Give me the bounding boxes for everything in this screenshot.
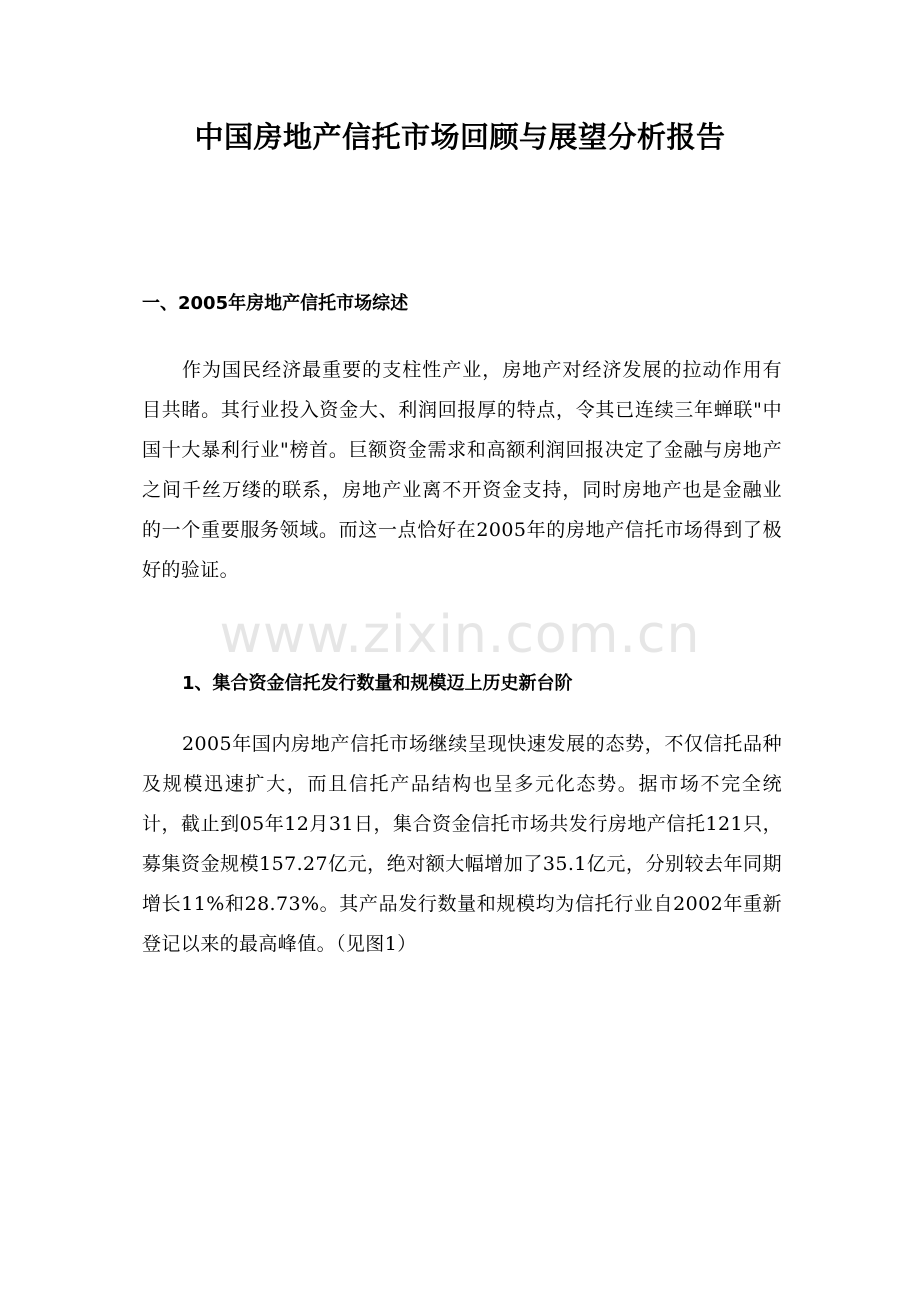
section-paragraph: 作为国民经济最重要的支柱性产业，房地产对经济发展的拉动作用有目共睹。其行业投入资金大、利润回报厚的特点，令其已连续三年蝉联"中国十大暴利行业"榜首。巨额资金需求和高额利润回报决定了金融与房地产之间千丝万缕的联系，房地产业离不开资金支持，同时房地产也是金融业的一个重要服务领域。而这一点恰好在2005年的房地产信托市场得到了极好的验证。 [142, 359, 782, 581]
subsection-paragraph: 2005年国内房地产信托市场继续呈现快速发展的态势，不仅信托品种及规模迅速扩大，而且信托产品结构也呈多元化态势。据市场不完全统计，截止到05年12月31日，集合资金信托市场共发行房地产信托121只，募集资金规模157.27亿元，绝对额大幅增加了35.1亿元，分别较去年同期增长11%和28.73%。其产品发行数量和规模均为信托行业自2002年重新登记以来的最高峰值。（见图1） [142, 733, 782, 955]
section-heading: 一、2005年房地产信托市场综述 [142, 293, 409, 314]
watermark-text: www.zixin.com.cn [219, 605, 701, 665]
document-title: 中国房地产信托市场回顾与展望分析报告 [194, 120, 726, 154]
subsection-heading: 1、集合资金信托发行数量和规模迈上历史新台阶 [182, 673, 573, 694]
